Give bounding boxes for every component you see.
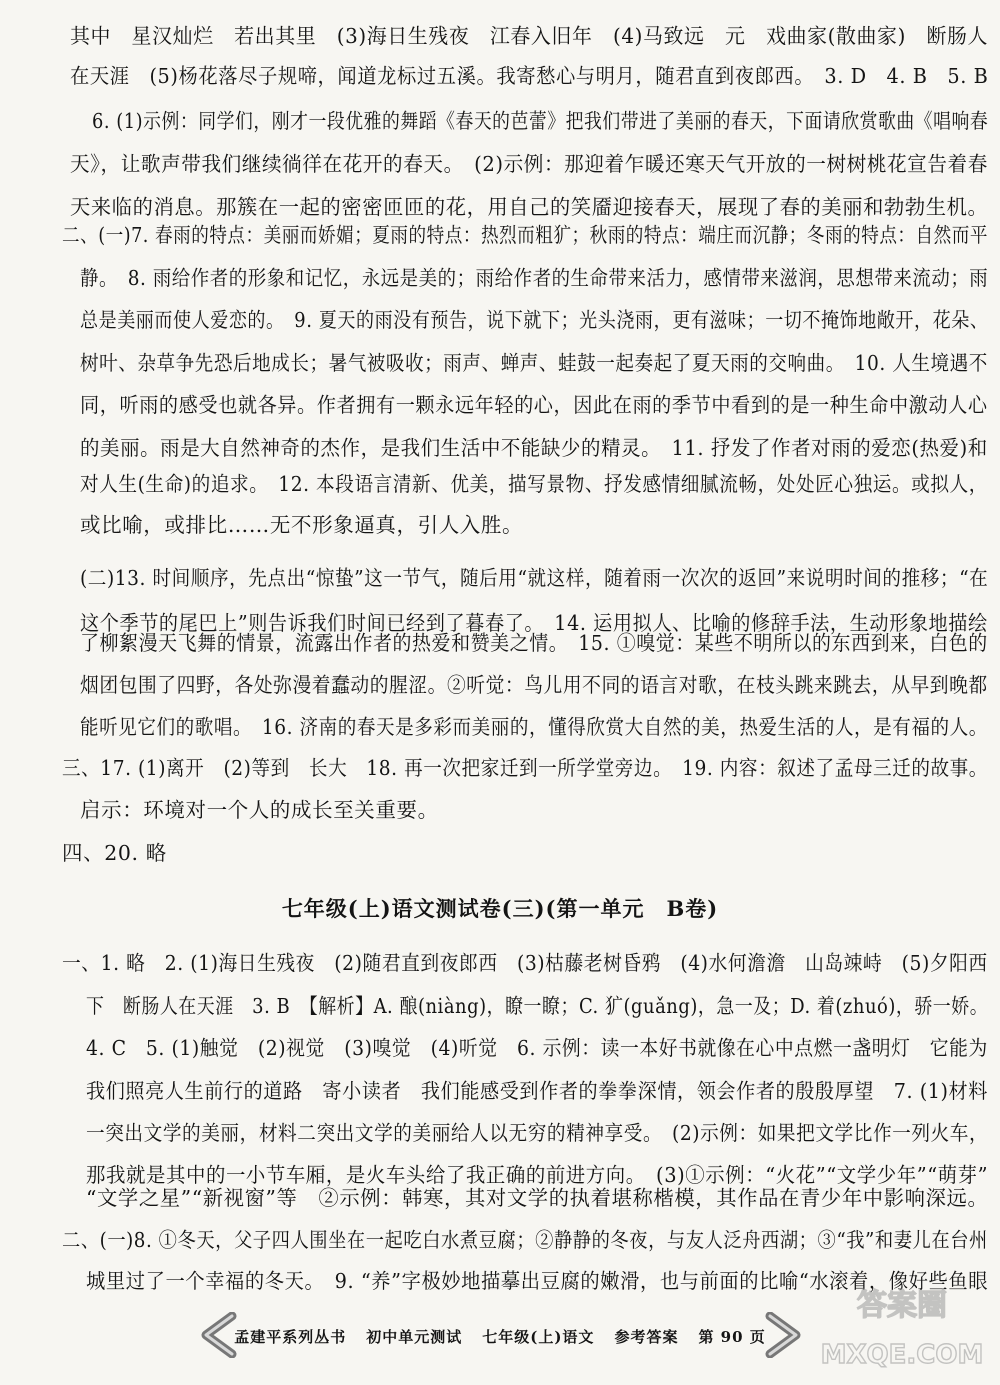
text-line: 总是美丽而使人爱恋的。 9. 夏天的雨没有预告，说下就下；光头浇雨，更有滋味；一切不掩饰地敞开，花朵、: [80, 308, 989, 332]
watermark-url: MXQE.COM: [820, 1340, 984, 1370]
text-line: 二、(一)8. ①冬天，父子四人围坐在一起吃白水煮豆腐；②静静的冬夜，与友人泛舟西湖；③“我”和妻儿在台州: [62, 1228, 988, 1252]
text-line: 其中 星汉灿烂 若出其里 (3)海日生残夜 江春入旧年 (4)马致远 元 戏曲家(散曲家) 断肠人: [70, 24, 989, 48]
text-line: 6. (1)示例：同学们，刚才一段优雅的舞蹈《春天的芭蕾》把我们带进了美丽的春天，下面请欣赏歌曲《唱响春: [92, 109, 989, 133]
text-line: (二)13. 时间顺序，先点出“惊蛰”这一节气，随后用“就这样，随着雨一次次的返回”来说明时间的推移；“在: [80, 566, 989, 590]
section-title: 七年级(上)语文测试卷(三)(第一单元 B卷): [281, 896, 719, 921]
text-line: 这个季节的尾巴上”则告诉我们时间已经到了暮春了。 14. 运用拟人、比喻的修辞手法，生动形象地描绘: [80, 611, 988, 635]
footer-answers: 参考答案: [614, 1327, 679, 1346]
text-line: 能听见它们的歌唱。 16. 济南的春天是多彩而美丽的，懂得欣赏大自然的美，热爱生活的人，是有福的人。: [80, 715, 988, 739]
footer-book: 初中单元测试: [366, 1327, 463, 1346]
text-line: 启示：环境对一个人的成长至关重要。: [80, 798, 439, 822]
watermark-logo: [812, 1267, 992, 1377]
text-line: 城里过了一个幸福的冬天。 9. “养”字极妙地描摹出豆腐的嫩滑，也与前面的比喻“水滚着，像好些鱼眼: [86, 1269, 989, 1293]
text-line: 天来临的消息。那簇在一起的密密匝匝的花，用自己的笑靥迎接春天，展现了春的美丽和勃勃生机。: [70, 195, 989, 219]
page-footer: [180, 1316, 820, 1356]
text-line: 那我就是其中的一小节车厢，是火车头给了我正确的前进方向。 (3)①示例：“火花”“文学少年”“萌芽”: [86, 1163, 989, 1187]
text-line: “文学之星”“新视窗”等 ②示例：韩寒，其对文学的执着堪称楷模，其作品在青少年中影响深远。: [86, 1186, 989, 1210]
text-line: 烟团包围了四野，各处弥漫着蠢动的腥涩。②听觉：鸟儿用不同的语言对歌，在枝头跳来跳去，从早到晚都: [80, 673, 988, 697]
watermark-logo-text: 答案圈: [857, 1288, 947, 1323]
footer-series: 孟建平系列丛书: [234, 1327, 347, 1346]
text-line: 对人生(生命)的追求。 12. 本段语言清新、优美，描写景物、抒发感情细腻流畅，处处匠心独运。或拟人，: [80, 472, 988, 496]
text-line: 四、20. 略: [62, 841, 167, 865]
text-line: 4. C 5. (1)触觉 (2)视觉 (3)嗅觉 (4)听觉 6. 示例：读一本好书就像在心中点燃一盏明灯 它能为: [86, 1036, 988, 1060]
text-line: 下 断肠人在天涯 3. B 【解析】A. 酿(niàng)，瞭一瞭；C. 犷(guǎng)，急一及；D. 着(zhuó)，骄一娇。: [86, 994, 989, 1018]
text-line: 我们照亮人生前行的道路 寄小读者 我们能感受到作者的拳拳深情，领会作者的殷殷厚望 7. (1)材料: [86, 1079, 988, 1103]
text-line: 在天涯 (5)杨花落尽子规啼，闻道龙标过五溪。我寄愁心与明月，随君直到夜郎西。 3. D 4. B 5. B: [70, 64, 989, 88]
text-line: 同，听雨的感受也就各异。作者拥有一颗永远年轻的心，因此在雨的季节中看到的是一种生命中激动人心: [80, 393, 988, 417]
text-line: 树叶、杂草争先恐后地成长；暑气被吸收；雨声、蝉声、蛙鼓一起奏起了夏天雨的交响曲。 10. 人生境遇不: [80, 351, 988, 375]
text-line: 的美丽。雨是大自然神奇的杰作，是我们生活中不能缺少的精灵。 11. 抒发了作者对雨的爱恋(热爱)和: [80, 436, 988, 460]
text-line: 一突出文学的美丽，材料二突出文学的美丽给人以无穷的精神享受。 (2)示例：如果把文学比作一列火车，: [86, 1121, 989, 1145]
text-line: 一、1. 略 2. (1)海日生残夜 (2)随君直到夜郎西 (3)枯藤老树昏鸦 (4)水何澹澹 山岛竦峙 (5)夕阳西: [62, 951, 988, 975]
footer-grade-subject: 七年级(上)语文: [482, 1327, 595, 1346]
page-number: 第 90 页: [698, 1327, 766, 1346]
text-line: 静。 8. 雨给作者的形象和记忆，永远是美的；雨给作者的生命带来活力，感情带来滋润，思想带来流动；雨: [80, 266, 989, 290]
text-line: 或比喻，或排比……无不形象逼真，引人入胜。: [80, 513, 524, 537]
text-line: 了柳絮漫天飞舞的情景，流露出作者的热爱和赞美之情。 15. ①嗅觉：某些不明所以的东西到来，白色的: [80, 631, 988, 655]
text-line: 天》，让歌声带我们继续徜徉在花开的春天。 (2)示例：那迎着乍暖还寒天气开放的一树树桃花宣告着春: [70, 152, 988, 176]
text-line: 三、17. (1)离开 (2)等到 长大 18. 再一次把家迁到一所学堂旁边。 19. 内容：叙述了孟母三迁的故事。: [62, 756, 988, 780]
text-line: 二、(一)7. 春雨的特点：美丽而娇媚；夏雨的特点：热烈而粗犷；秋雨的特点：端庄而沉静；冬雨的特点：自然而平: [62, 223, 988, 247]
